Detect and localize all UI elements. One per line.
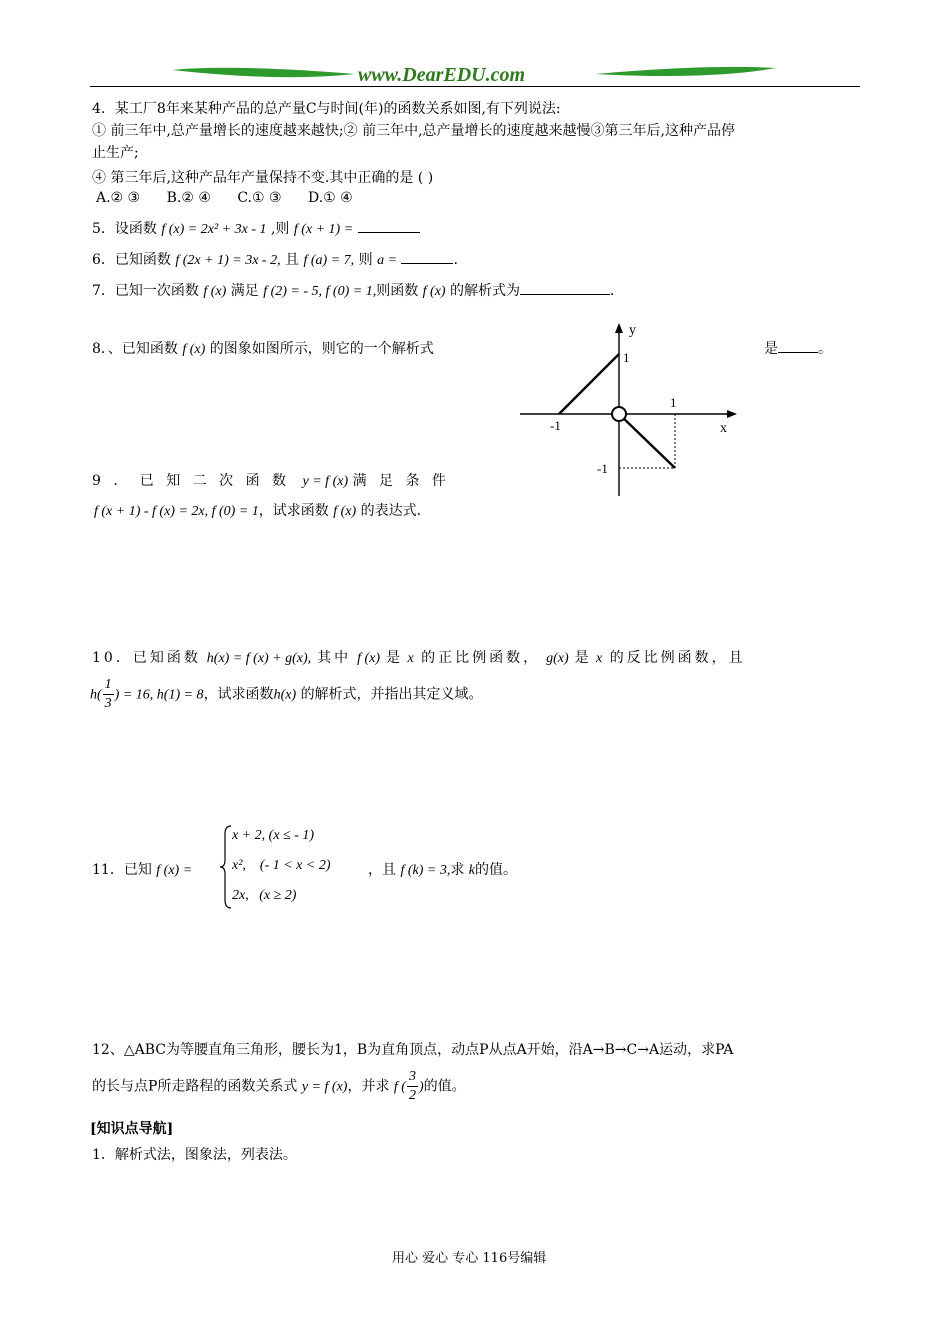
q6-prefix: 6．已知函数 [92,252,171,268]
graph-y-label: y [629,323,636,338]
q8-end: 。 [818,341,832,357]
nav-title: [知识点导航] [90,1121,174,1137]
q7-text3: 的解析式为 [450,283,521,299]
q11-case-2: x², (- 1 < x < 2) [232,858,331,873]
q10-h-pre: h( [90,687,102,703]
q4-line1: 4．某工厂8年来某种产品的总产量C与时间(年)的函数关系如图,有下列说法: [92,101,561,117]
y-axis-arrow-icon [615,323,623,333]
q6-then: 则 [358,252,373,268]
q12-line2b: ，并求 [347,1078,390,1095]
q4-option-c: C.① ③ [237,190,282,206]
q7-end: . [610,283,615,299]
q11-cond: f (k) = 3, [400,863,451,878]
q12-line2 [92,1068,466,1105]
q10-tail: ，试求函数 [203,686,274,703]
q11-fx: f (x) = [156,863,193,878]
q12-line2a: 的长与点P所走路程的函数关系式 [92,1078,298,1095]
q9-line1 [92,470,450,490]
q10-t2: 是 [385,650,402,666]
q10-fraction-den: 3 [104,696,112,711]
q10-line1 [92,647,746,667]
q11-k: k [468,863,475,878]
q7-fx2: f (x) [422,284,446,299]
q4-line3: 止生产; [92,145,139,161]
q10-x1: x [407,651,416,666]
q4-option-b: B.② ④ [166,190,211,206]
q11-case-3: 2x, (x ≥ 2) [232,888,297,903]
q9-func: y = f (x) [302,474,349,489]
q9-line1-text: 9 ． 已 知 二 次 函 数 [92,473,291,489]
x-axis-arrow-icon [727,410,737,418]
q10-h: h(x) = f (x) + g(x), [206,651,312,666]
q5 [92,218,420,238]
q5-answer-blank [358,218,420,233]
q6-answer-blank [401,249,453,264]
q7-prefix: 7．已知一次函数 [92,283,199,299]
q11-brace [219,824,233,910]
q10-t1: 其中 [317,650,352,666]
nav-item-1: 1．解析式法，图象法，列表法。 [92,1147,297,1163]
q10-t5: 的反比例函数，且 [609,650,746,666]
q5-prefix: 5．设函数 [92,221,157,237]
graph-x-label: x [720,421,727,436]
q6-mid: 且 [285,252,300,268]
q12-f-pre: f ( [393,1079,406,1095]
q12-func: y = f (x) [301,1079,348,1095]
q11-lead [92,859,192,879]
q12-end: 的值。 [423,1078,466,1095]
q11-prefix: 11．已知 [92,862,152,878]
segment-right [619,414,675,468]
q11-tail1: ，且 [368,862,396,878]
q6 [92,249,458,269]
q6-target: a = [377,253,398,268]
q9-line1b: 满 足 条 件 [352,473,450,489]
q10-line2 [90,676,483,713]
q7-cond: f (2) = - 5, f (0) = 1, [263,284,377,299]
q8-right-text: 是 [764,341,778,357]
q12-f-post: ) [418,1079,424,1095]
q9-line2 [94,500,421,520]
q10-hx: h(x) [273,687,297,703]
q4-option-d: D.① ④ [308,190,353,206]
q4-line2: ① 前三年中,总产量增长的速度越来越快;② 前三年中,总产量增长的速度越来越慢③第三年后,这种产品停 [92,123,735,139]
footer-text: 用心 爱心 专心 116号编辑 [392,1251,547,1266]
open-point-icon [612,407,626,421]
function-graph [515,318,745,500]
q9-end: 的表达式. [360,503,422,519]
q5-mid: ,则 [270,221,290,237]
q10-end: 的解析式，并指出其定义域。 [300,686,483,703]
q8-fx: f (x) [182,342,206,357]
q11-end: 的值。 [475,862,517,878]
q7 [92,280,615,300]
q7-fx: f (x) [203,284,227,299]
q5-target: f (x + 1) = [293,222,354,237]
q10-h-post: ) = 16, h(1) = 8 [114,687,204,703]
q5-formula: f (x) = 2x² + 3x - 1 [161,222,267,237]
q7-answer-blank [520,280,610,295]
q8-answer-blank [778,338,818,353]
q7-mid: 满足 [230,283,259,299]
q8-text: 的图象如图所示，则它的一个解析式 [209,341,434,357]
q4-option-a: A.② ③ [96,190,141,206]
q8-prefix: 8．、已知函数 [92,341,178,357]
q7-text2: 则函数 [376,283,419,299]
q12-fraction [407,1068,418,1105]
graph-tick-x-neg: -1 [550,418,561,433]
q10-fraction [103,676,114,713]
q12-fraction-num: 3 [407,1068,418,1087]
q4-options [96,190,353,206]
header-rule [90,86,860,87]
q9-cond: f (x + 1) - f (x) = 2x, f (0) = 1 [94,504,259,519]
q4-line4: ④ 第三年后,这种产品年产量保持不变.其中正确的是 ( ) [92,170,434,186]
segment-left [559,354,619,414]
q8-right [764,338,832,358]
q12-line1: 12、△ABC为等腰直角三角形，腰长为1，B为直角顶点，动点P从点A开始，沿A→B→C→A运动，求PA [92,1042,734,1058]
q11-tail2: 求 [450,862,465,878]
q6-formula: f (2x + 1) = 3x - 2, [175,253,281,268]
q10-t3: 的正比例函数， [421,650,541,666]
q12-fraction-den: 2 [408,1088,416,1103]
q6-cond: f (a) = 7, [303,253,355,268]
q10-fraction-num: 1 [103,676,114,695]
q6-end: . [453,252,458,268]
q10-t4: 是 [574,650,591,666]
q10-g: g(x) [546,651,569,666]
q11-tail [368,859,517,879]
graph-tick-y-neg: -1 [597,461,608,476]
q10-f: f (x) [357,651,381,666]
q8 [92,338,434,358]
q10-x2: x [596,651,604,666]
q11-case-1: x + 2, (x ≤ - 1) [232,828,315,843]
q9-tail: ，试求函数 [258,503,329,519]
q9-fx: f (x) [333,504,357,519]
graph-tick-y-pos: 1 [623,350,630,365]
graph-tick-x-pos: 1 [670,395,677,410]
logo-text: www.DearEDU.com [358,64,526,86]
q10-prefix: 10．已知函数 [92,650,201,666]
